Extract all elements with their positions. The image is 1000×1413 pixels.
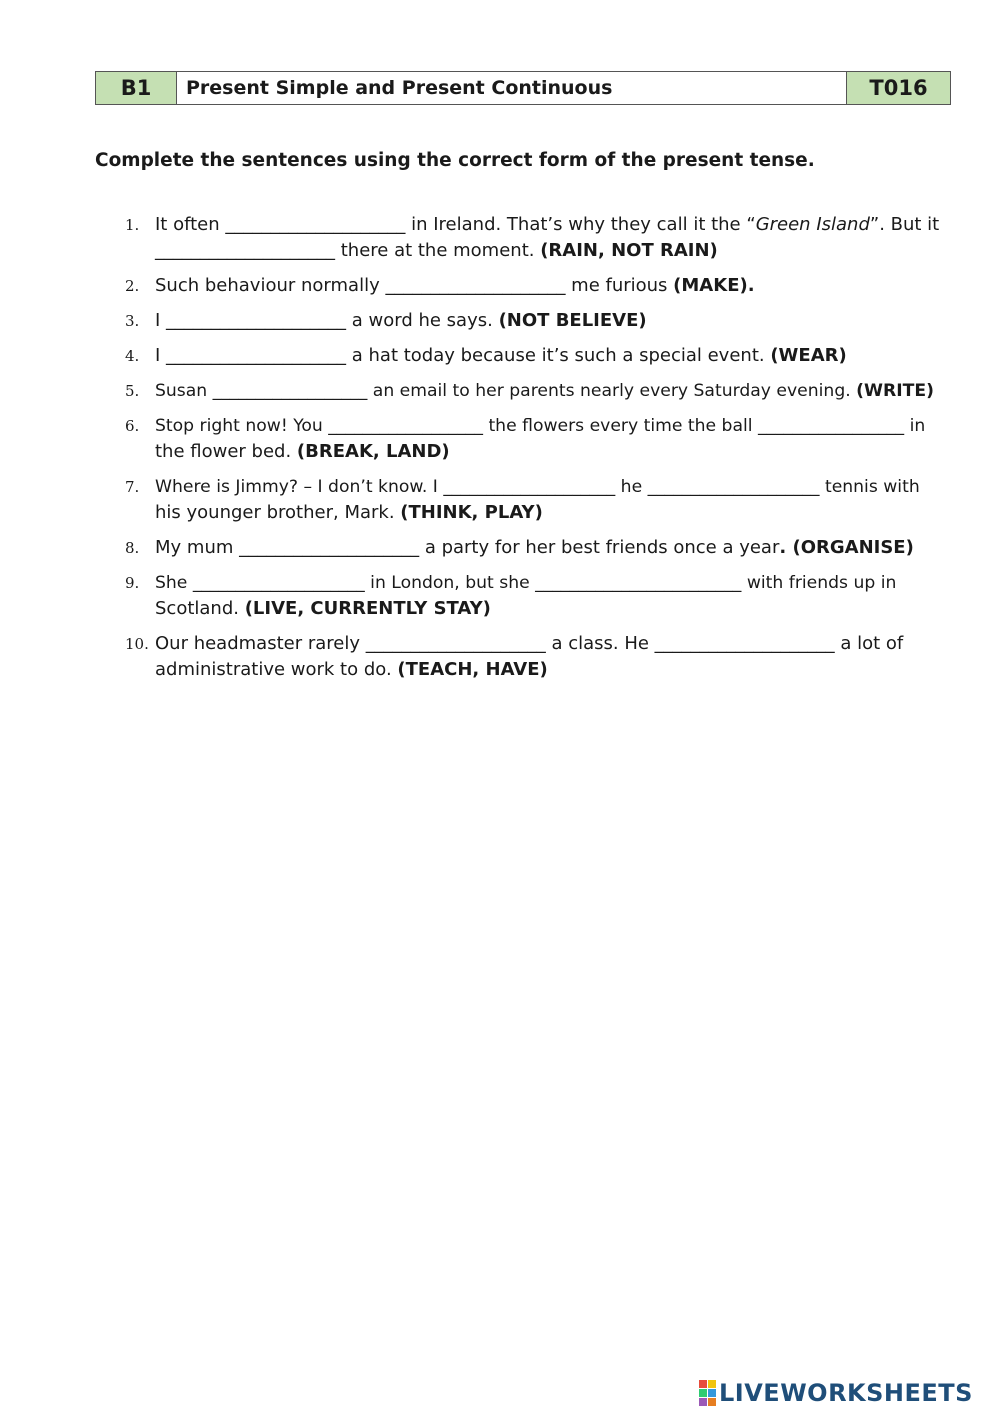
exercise-item-10 — [0, 631, 1000, 683]
item-number: 5. — [125, 382, 140, 400]
item-line — [155, 596, 960, 622]
verb-hint: . (ORGANISE) — [779, 537, 914, 558]
verb-hint: (WEAR) — [770, 345, 847, 366]
logo-blocks-icon — [699, 1380, 716, 1406]
item-number: 2. — [125, 277, 140, 295]
sentence-text: ____________________ there at the moment. — [155, 240, 541, 261]
item-number: 1. — [125, 216, 140, 234]
logo-block — [699, 1380, 707, 1388]
verb-hint: (WRITE) — [856, 381, 934, 401]
item-line — [155, 439, 960, 465]
sentence-text: I ____________________ a word he says. — [155, 310, 499, 331]
item-number: 3. — [125, 312, 140, 330]
exercise-item-8 — [0, 535, 1000, 561]
verb-hint: (THINK, PLAY) — [400, 502, 543, 523]
logo-block — [708, 1389, 716, 1397]
exercise-item-5 — [0, 378, 1000, 404]
exercise-item-7 — [0, 474, 1000, 526]
item-line — [155, 500, 960, 526]
sentence-text: his younger brother, Mark. — [155, 502, 401, 523]
verb-hint: (NOT BELIEVE) — [498, 310, 647, 331]
verb-hint: (BREAK, LAND) — [296, 441, 450, 462]
item-number: 7. — [125, 478, 140, 496]
worksheet-title: Present Simple and Present Continuous — [177, 72, 846, 104]
level-label: B1 — [96, 72, 177, 104]
exercise-item-1 — [0, 212, 1000, 264]
item-number: 4. — [125, 347, 140, 365]
sentence-text: ”. But it — [869, 214, 940, 235]
sentence-text: Susan __________________ an email to her parents nearly every Saturday evening. — [155, 381, 857, 401]
item-line — [155, 343, 960, 369]
exercise-item-9 — [0, 570, 1000, 622]
exercise-item-3 — [0, 308, 1000, 334]
logo-block — [699, 1389, 707, 1397]
sentence-text: I ____________________ a hat today because it’s such a special event. — [155, 345, 771, 366]
item-line — [155, 238, 960, 264]
item-line: She ____________________ in London, but she ________________________ with friends up in — [155, 573, 897, 593]
item-line — [155, 308, 960, 334]
verb-hint: (LIVE, CURRENTLY STAY) — [244, 598, 491, 619]
item-number: 6. — [125, 417, 140, 435]
italic-text: Green Island — [755, 214, 870, 235]
item-line — [155, 535, 960, 561]
item-line — [155, 657, 960, 683]
item-line: Our headmaster rarely ____________________ a class. He ____________________ a lot of — [155, 633, 904, 654]
item-line: Where is Jimmy? – I don’t know. I ____________________ he ____________________ tennis with — [155, 477, 920, 497]
item-line — [155, 378, 960, 404]
item-line — [155, 273, 960, 299]
item-number: 10. — [125, 635, 149, 653]
logo-block — [708, 1398, 716, 1406]
liveworksheets-logo — [699, 1377, 973, 1409]
sentence-text: Such behaviour normally ____________________ me furious — [155, 275, 674, 296]
logo-text: LIVEWORKSHEETS — [719, 1379, 973, 1407]
exercise-item-2 — [0, 273, 1000, 299]
logo-block — [699, 1398, 707, 1406]
item-line: Stop right now! You __________________ the flowers every time the ball _________________ in — [155, 416, 926, 436]
sentence-text: Scotland. — [155, 598, 245, 619]
item-number: 9. — [125, 574, 140, 592]
sentence-text: My mum ____________________ a party for her best friends once a year — [155, 537, 780, 558]
sentence-text: the flower bed. — [155, 441, 297, 462]
worksheet-code: T016 — [846, 72, 950, 104]
sentence-text: administrative work to do. — [155, 659, 398, 680]
instructions: Complete the sentences using the correct form of the present tense. — [95, 150, 815, 171]
worksheet-header — [95, 71, 951, 105]
sentence-text: It often ____________________ in Ireland. That’s why they call it the “ — [155, 214, 756, 235]
exercise-item-4 — [0, 343, 1000, 369]
verb-hint: (TEACH, HAVE) — [397, 659, 548, 680]
item-line — [155, 212, 960, 238]
verb-hint: (RAIN, NOT RAIN) — [540, 240, 718, 261]
item-number: 8. — [125, 539, 140, 557]
verb-hint: (MAKE). — [673, 275, 755, 296]
exercise-list — [0, 212, 1000, 692]
exercise-item-6 — [0, 413, 1000, 465]
logo-block — [708, 1380, 716, 1388]
